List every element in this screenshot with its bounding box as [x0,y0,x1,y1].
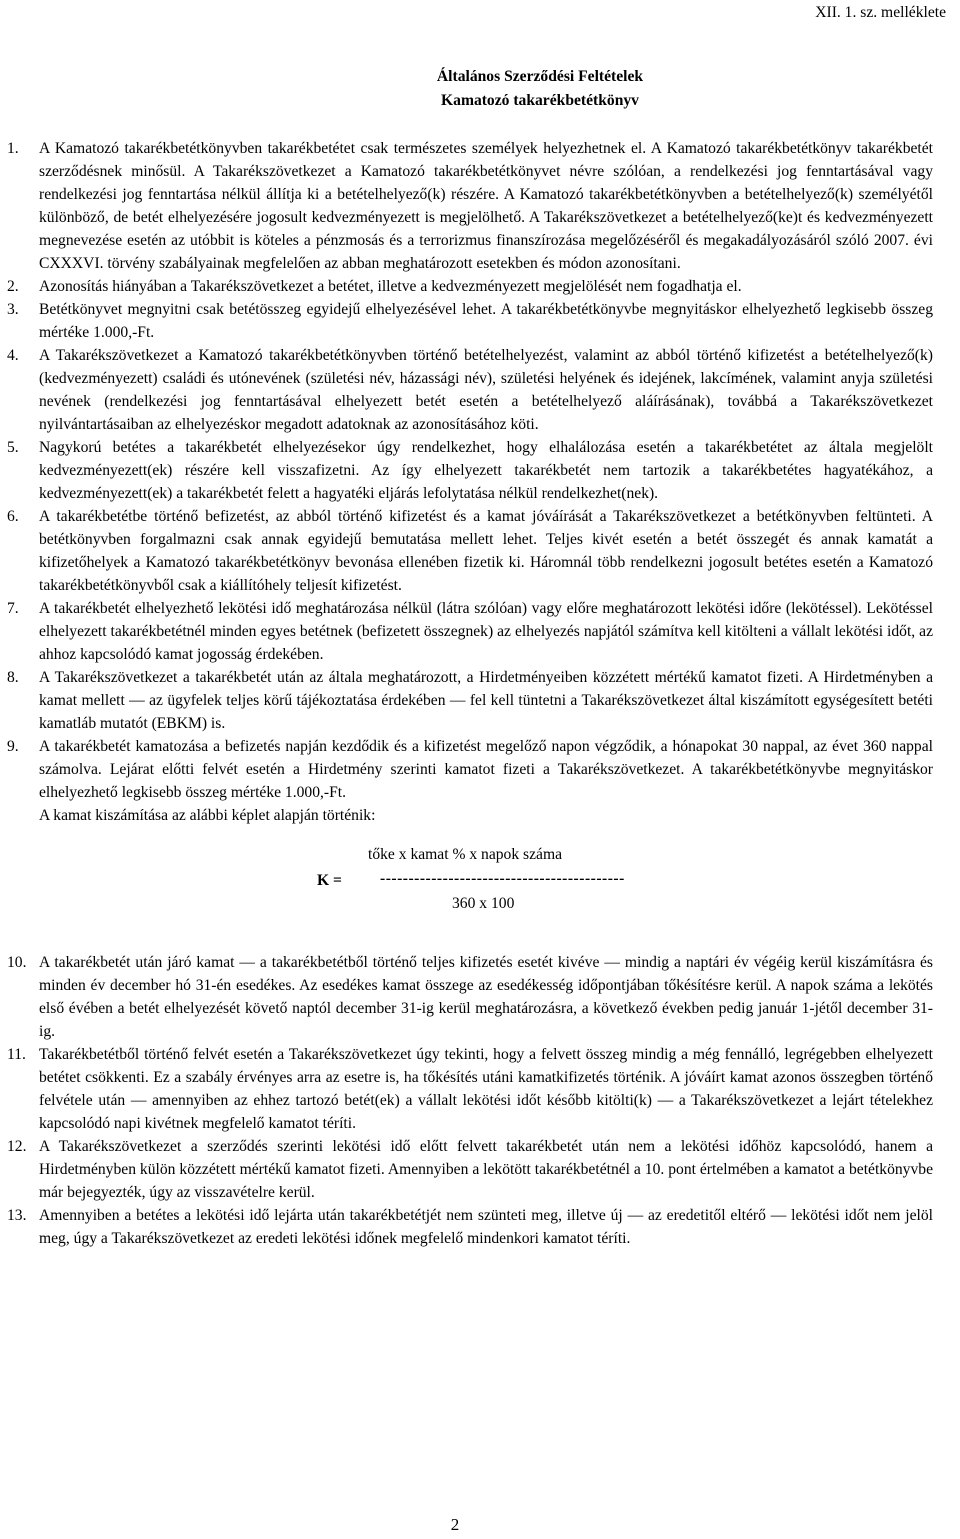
term-item-10 [0,951,960,1043]
term-item-8 [0,666,960,735]
document-subtitle: Kamatozó takarékbetétkönyv [441,92,639,109]
term-number: 5. [7,439,19,456]
term-text: Nagykorú betétes a takarékbetét elhelyezésekor úgy rendelkezhet, hogy elhalálozása esetén a takarékbetétet az általa megjelölt kedvezményezett(ek) részére kell visszafizetni. Az így elhelyezett takarékbetét nem tartozik a takarékbetétes hagyatékához, a kedvezményezett(ek) a takarékbetét felett a hagyatéki eljárás lefolytatása nélkül rendelkezhet(nek). [39,439,933,502]
interest-formula [39,833,933,951]
term-text: Betétkönyvet megnyitni csak betétösszeg egyidejű elhelyezésével lehet. A takarékbetétkönyvbe megnyitáskor elhelyezhető legkisebb összeg mértéke 1.000,-Ft. [39,301,933,341]
term-number: 8. [7,669,19,686]
term-number: 10. [7,954,27,971]
annex-label: XII. 1. sz. melléklete [815,4,946,21]
term-text: A takarékbetét kamatozása a befizetés napján kezdődik és a kifizetést megelőző napon végződik, a hónapokat 30 nappal, az évet 360 nappal számolva. Lejárat előtti felvét esetén a Hirdetmény szerinti kamatot fizeti a Takarékszövetkezet. A takarékbetétkönyvbe megnyitáskor elhelyezhető legkisebb összeg mértéke 1.000,-Ft. [39,738,933,801]
term-item-13 [0,1204,960,1250]
formula-fraction-line: ------------------------------------------- [380,870,625,887]
formula-lhs: K = [317,872,342,889]
term-item-1 [0,137,960,275]
term-text: Azonosítás hiányában a Takarékszövetkezet a betétet, illetve a kedvezményezett megjelölését nem fogadhatja el. [39,278,742,295]
term-item-2 [0,275,960,298]
term-number: 9. [7,738,19,755]
formula-numerator: tőke x kamat % x napok száma [368,846,562,863]
page-number: 2 [450,1515,460,1534]
term-text: A takarékbetétbe történő befizetést, az abból történő kifizetést és a kamat jóváírását a Takarékszövetkezet a betétkönyvben feltünteti. A betétkönyvben forgalmazni csak annak egyidejű bemutatása mellett lehet. Teljes kivét esetén a betét összegét és annak kamatát a kifizetőhelyek a Kamatozó takarékbetétkönyv bevonása ellenében fizetik ki. Háromnál több rendelkezni jogosult betétes esetén a Kamatozó takarékbetétkönyvből csak a kiállítóhely teljesít kifizetést. [39,508,933,594]
term-item-11 [0,1043,960,1135]
term-text: A Takarékszövetkezet a szerződés szerinti lekötési idő előtt felvett takarékbetét után nem a lekötési időhöz kapcsolódó, hanem a Hirdetményben külön közzétett mértékű kamatot fizeti. Amennyiben a lekötött takarékbetétnél a 10. pont értelmében a kamatot a betétkönyvbe már bejegyezték, úgy az visszavételre kerül. [39,1138,933,1201]
term-number: 1. [7,140,19,157]
term-text: A Takarékszövetkezet a takarékbetét után az általa meghatározott, a Hirdetményeiben közzétett mértékű kamatot fizeti. A Hirdetményben a kamat mellett — az ügyfelek teljes körű tájékoztatása érdekében — fel kell tüntetni a Takarékszövetkezet által kiszámított egységesített betéti kamatláb mutatót (EBKM) is. [39,669,933,732]
term-number: 13. [7,1207,27,1224]
terms-list [0,137,960,1250]
term-item-9 [0,735,960,951]
term-number: 2. [7,278,19,295]
term-number: 12. [7,1138,27,1155]
term-text: A takarékbetét elhelyezhető lekötési idő meghatározása nélkül (látra szólóan) vagy előre meghatározott lekötési időre (lekötéssel). Lekötéssel elhelyezett takarékbetétnél minden egyes betétnek (befizetett összegnek) az elhelyezés napjától számítva kell kitölteni a vállalt lekötési időt, az ahhoz kapcsolódó kamat jogosság érdekében. [39,600,933,663]
term-item-7 [0,597,960,666]
term-text: A Takarékszövetkezet a Kamatozó takarékbetétkönyvben történő betételhelyezést, valamint az abból történő kifizetést a betételhelyező(k) (kedvezményezett) családi és utónevének (születési név, házassági név), születési helyének és idejének, lakcímének, valamint anyja születési nevének (rendelkezési jog fenntartásával elhelyezett betét esetén a betételhelyező aláírásának), továbbá a Takarékszövetkezet nyilvántartásaiban az elhelyezéskor megadott adatoknak az azonosításához köti. [39,347,933,433]
term-number: 4. [7,347,19,364]
term-item-4 [0,344,960,436]
term-number: 6. [7,508,19,525]
term-text: A takarékbetét után járó kamat — a takarékbetétből történő teljes kifizetés esetét kivéve — mindig a naptári év végéig kerül kiszámításra és minden év december hó 31-én esedékes. Az esedékes kamat összege az esedékesség időpontjában tőkésítésre kerül. A napok száma a lekötés első évében a betét elhelyezését követő naptól december 31-ig kerül meghatározásra, a következő években pedig január 1-jétől december 31-ig. [39,954,933,1040]
term-number: 11. [7,1046,26,1063]
formula-intro: A kamat kiszámítása az alábbi képlet alapján történik: [39,807,376,824]
document-title: Általános Szerződési Feltételek [436,68,644,85]
term-item-5 [0,436,960,505]
term-item-12 [0,1135,960,1204]
term-item-6 [0,505,960,597]
formula-denominator: 360 x 100 [452,895,515,912]
term-text: Takarékbetétből történő felvét esetén a Takarékszövetkezet úgy tekinti, hogy a felvett összeg mindig a még fennálló, legrégebben elhelyezett betétet csökkenti. Ez a szabály érvényes arra az esetre is, ha tőkésítés utáni kamatkifizetés történik. A jóváírt kamat azonos összegben történő felvétele után — amennyiben az ehhez tartozó betét(ek) a vállalt lekötési időt később kitölti(k) — a Takarékszövetkezet a lejárt tételekhez kapcsolódó napi kivétnek megfelelő kamatot téríti. [39,1046,933,1132]
term-number: 7. [7,600,19,617]
term-number: 3. [7,301,19,318]
term-text: A Kamatozó takarékbetétkönyvben takarékbetétet csak természetes személyek helyezhetnek el. A Kamatozó takarékbetétkönyv takarékbetét szerződésnek minősül. A Takarékszövetkezet a Kamatozó takarékbetétkönyvet névre szólóan, a rendelkezési jog fenntartásával vagy rendelkezési jog fenntartása nélkül állítja ki a betételhelyező(k) részére. A Kamatozó takarékbetétkönyvben a betételhelyező(k) személyétől különböző, de betét elhelyezésére jogosult kedvezményezett is megjelölhető. A Takarékszövetkezet a betételhelyező(ke)t és kedvezményezett megnevezése esetén az utóbbit is köteles a pénzmosás és a terrorizmus finanszírozása megelőzéséről és megakadályozásáról szóló 2007. évi CXXXVI. törvény szabályainak megfelelően az abban meghatározott esetekben és módon azonosítani. [39,140,933,272]
term-item-3 [0,298,960,344]
term-text: Amennyiben a betétes a lekötési idő lejárta után takarékbetétjét nem szünteti meg, illetve új — az eredetitől eltérő — lekötési időt nem jelöl meg, úgy a Takarékszövetkezet az eredeti lekötési időnek megfelelő mindenkori kamatot téríti. [39,1207,933,1247]
